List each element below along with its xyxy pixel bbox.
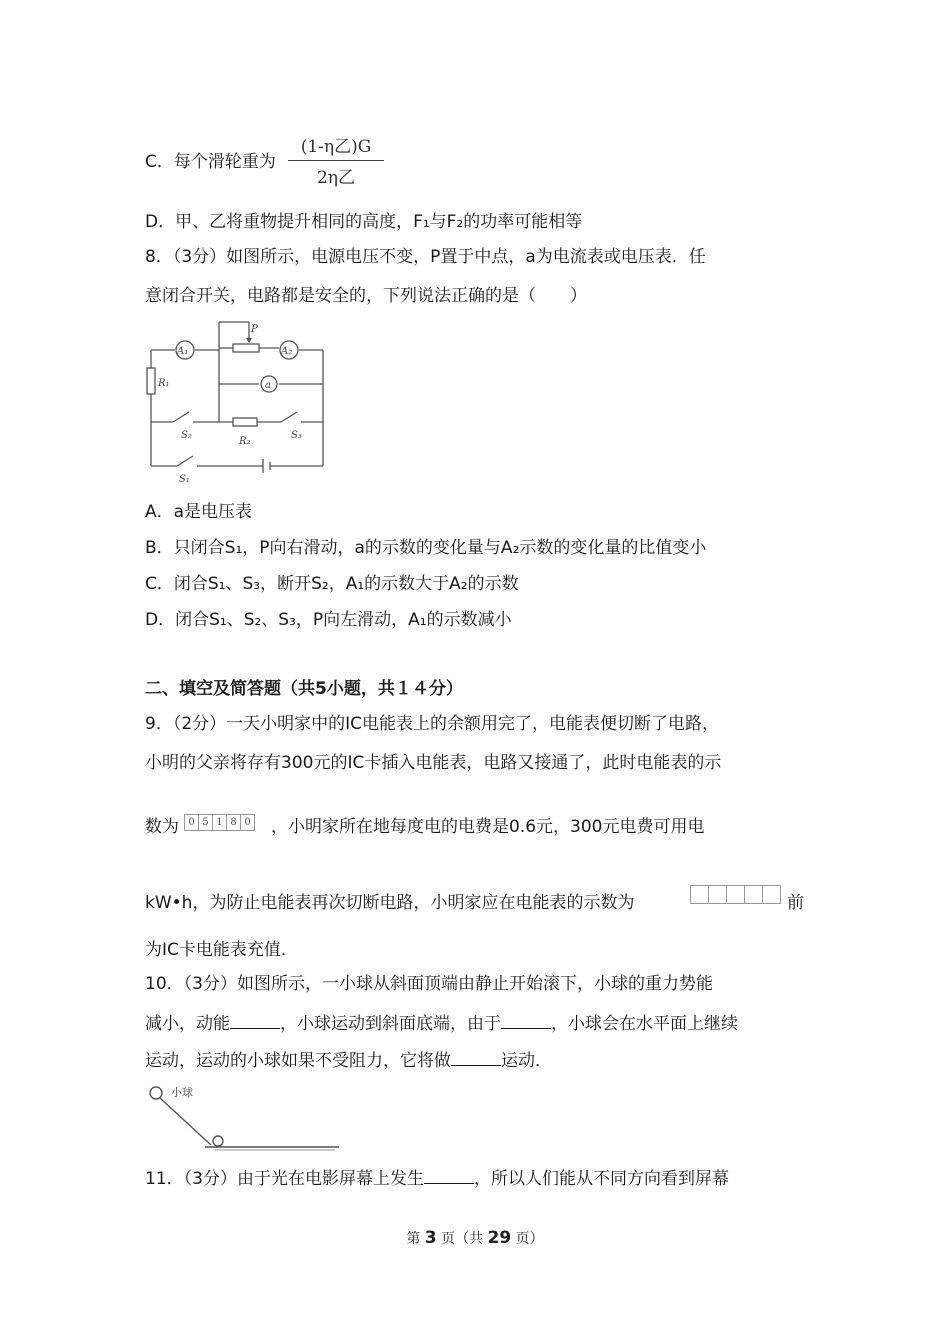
answer-blank bbox=[451, 1047, 501, 1066]
ammeter-a2-label: A₂ bbox=[281, 346, 293, 357]
q10-line3-b: 运动． bbox=[501, 1051, 552, 1071]
ball-label: 小球 bbox=[171, 1086, 193, 1099]
meter-digit: 5 bbox=[199, 815, 213, 830]
section-heading: 二、填空及简答题（共5小题，共１４分） bbox=[145, 679, 463, 699]
q7-option-d: D．甲、乙将重物提升相同的高度，F₁与F₂的功率可能相等 bbox=[145, 212, 583, 232]
q9-line1: 9．（2分）一天小明家中的IC电能表上的余额用完了，电能表便切断了电路， bbox=[145, 714, 720, 734]
q8-option-b: B．只闭合S₁，P向右滑动，a的示数的变化量与A₂示数的变化量的比值变小 bbox=[145, 538, 707, 558]
footer-pre: 第 bbox=[406, 1231, 421, 1247]
fraction-numerator: (1-η乙)G bbox=[300, 137, 372, 157]
meter-blank-digit bbox=[709, 886, 727, 903]
q10-line3 bbox=[145, 1047, 552, 1073]
answer-blank bbox=[424, 1165, 474, 1184]
fraction-bar bbox=[288, 160, 384, 161]
q7-option-c-fraction bbox=[288, 132, 384, 188]
page-number: 3 bbox=[424, 1228, 437, 1248]
page-footer bbox=[0, 1228, 950, 1248]
meter-blank-digit bbox=[763, 886, 780, 903]
q10-line1: 10．（3分）如图所示，一小球从斜面顶端由静止开始滚下，小球的重力势能 bbox=[145, 974, 713, 994]
meter-blank-display bbox=[690, 885, 781, 904]
meter-digit: 8 bbox=[227, 815, 241, 830]
q9-line3-pre: 数为 bbox=[145, 817, 179, 837]
switch-s3-label: S₃ bbox=[291, 430, 302, 441]
q8-option-d: D．闭合S₁、S₂、S₃，P向左滑动，A₁的示数减小 bbox=[145, 610, 512, 630]
q9-line3-post: ，小明家所在地每度电的电费是0.6元，300元电费可用电 bbox=[271, 817, 705, 837]
q7-option-c: C．每个滑轮重为 bbox=[145, 152, 276, 172]
answer-blank bbox=[230, 1010, 280, 1029]
switch-s2-label: S₂ bbox=[181, 430, 192, 441]
resistor-r1-label: R₁ bbox=[158, 378, 170, 389]
q8-option-a: A．a是电压表 bbox=[145, 502, 253, 522]
meter-digit: 1 bbox=[213, 815, 227, 830]
ammeter-a1-label: A₁ bbox=[177, 346, 189, 357]
q10-line2-b: ，小球运动到斜面底端，由于 bbox=[280, 1014, 501, 1034]
footer-post: 页） bbox=[515, 1231, 544, 1247]
meter-a-label: a bbox=[265, 380, 271, 391]
q9-line4-pre: kW•h，为防止电能表再次切断电路，小明家应在电能表的示数为 bbox=[145, 893, 635, 913]
q9-line2: 小明的父亲将存有300元的IC卡插入电能表，电路又接通了，此时电能表的示 bbox=[145, 753, 722, 773]
q10-line2-c: ，小球会在水平面上继续 bbox=[551, 1014, 738, 1034]
q10-line3-a: 运动，运动的小球如果不受阻力，它将做 bbox=[145, 1051, 451, 1071]
footer-mid: 页（共 bbox=[441, 1231, 484, 1247]
slider-p-label: P bbox=[251, 324, 258, 335]
resistor-r2-label: R₂ bbox=[239, 436, 251, 447]
meter-reading-display bbox=[184, 814, 255, 831]
switch-s1-label: S₁ bbox=[179, 474, 190, 485]
q9-line5: 为IC卡电能表充值． bbox=[145, 940, 298, 960]
q10-line2-a: 减小，动能 bbox=[145, 1014, 230, 1034]
q8-stem-line2: 意闭合开关，电路都是安全的，下列说法正确的是（ ） bbox=[145, 286, 587, 306]
meter-digit: 0 bbox=[244, 817, 251, 828]
total-pages: 29 bbox=[487, 1228, 512, 1248]
q11-line1-a: 11．（3分）由于光在电影屏幕上发生 bbox=[145, 1169, 424, 1189]
meter-blank-digit bbox=[727, 886, 745, 903]
q11-line1-b: ，所以人们能从不同方向看到屏幕 bbox=[473, 1169, 729, 1189]
q9-line4-post: 前 bbox=[787, 893, 804, 913]
meter-blank-digit bbox=[745, 886, 763, 903]
q11-line1 bbox=[145, 1165, 729, 1191]
meter-blank-digit bbox=[691, 886, 709, 903]
q8-stem-line1: 8．（3分）如图所示，电源电压不变，P置于中点，a为电流表或电压表．任 bbox=[145, 247, 706, 267]
q8-circuit-diagram bbox=[145, 318, 330, 488]
q8-option-c: C．闭合S₁、S₃，断开S₂，A₁的示数大于A₂的示数 bbox=[145, 574, 519, 594]
q10-line2 bbox=[145, 1010, 738, 1036]
answer-blank bbox=[501, 1010, 551, 1029]
fraction-denominator: 2η乙 bbox=[316, 168, 355, 188]
q10-slope-figure bbox=[145, 1080, 345, 1155]
meter-digit: 0 bbox=[185, 815, 199, 830]
